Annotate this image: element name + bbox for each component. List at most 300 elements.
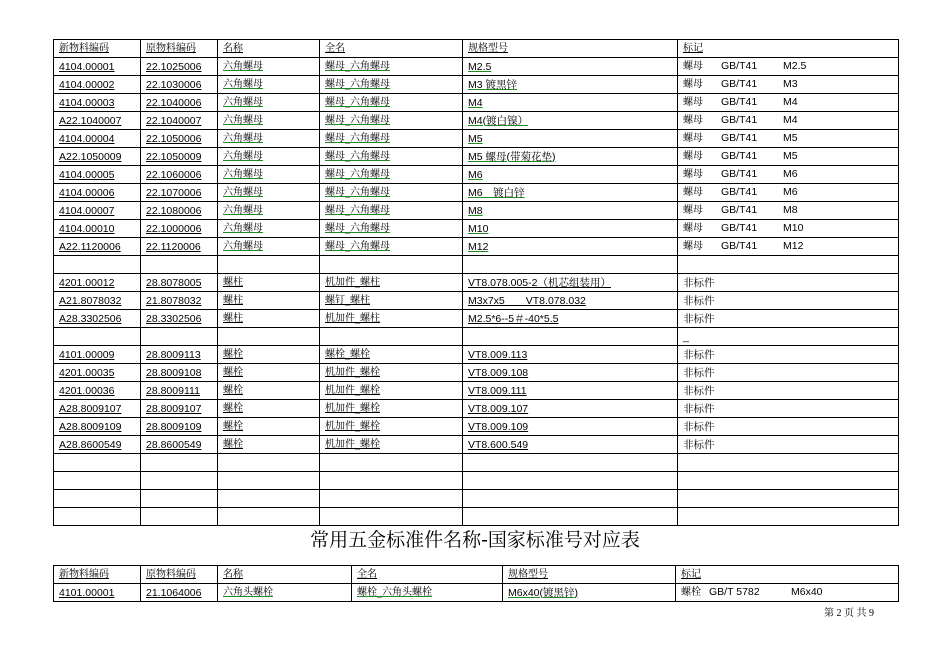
old-code-text: 28.8078005 xyxy=(146,276,202,289)
new-code-text: 4104.00001 xyxy=(59,60,115,73)
name-cell xyxy=(218,418,320,436)
spec-cell xyxy=(463,400,678,418)
name-cell xyxy=(218,472,320,490)
spec-cell xyxy=(463,58,678,76)
mark-text xyxy=(683,204,798,216)
spec-text: M3 镀黑锌 xyxy=(468,78,518,91)
column-header xyxy=(676,566,899,584)
mark-part: 螺母 xyxy=(683,241,703,252)
new-code-cell xyxy=(54,76,141,94)
old-code-text: 28.8009111 xyxy=(146,384,200,397)
old-code-text: 22.1070006 xyxy=(146,186,202,199)
mark-part: GB/T 5782 xyxy=(709,586,760,598)
new-code-cell xyxy=(54,364,141,382)
spec-cell xyxy=(463,436,678,454)
mark-part: GB/T41 xyxy=(721,132,758,144)
mark-part: _ xyxy=(683,330,689,343)
old-code-cell xyxy=(141,94,218,112)
new-code-text: A22.1120006 xyxy=(59,240,121,253)
column-header xyxy=(141,40,218,58)
full-name-text: 螺母_六角螺母 xyxy=(325,186,390,198)
table-row xyxy=(54,238,899,256)
mark-part: 螺母 xyxy=(683,97,703,108)
new-code-cell xyxy=(54,238,141,256)
old-code-cell xyxy=(141,58,218,76)
table-row xyxy=(54,220,899,238)
old-code-text: 22.1050009 xyxy=(146,150,202,163)
mark-part: M6 xyxy=(783,186,798,198)
name-cell xyxy=(218,202,320,220)
mark-text xyxy=(683,313,715,325)
old-code-cell xyxy=(141,584,218,602)
mark-text xyxy=(683,367,715,379)
mark-part: 螺母 xyxy=(683,115,703,126)
spec-text: M5 xyxy=(468,132,483,145)
spec-cell xyxy=(463,418,678,436)
new-code-text: 4104.00005 xyxy=(59,168,115,181)
spec-cell xyxy=(463,346,678,364)
old-code-cell xyxy=(141,238,218,256)
old-code-cell xyxy=(141,328,218,346)
mark-part: 螺母 xyxy=(683,205,703,216)
mark-part: GB/T41 xyxy=(721,60,758,72)
new-code-text: 4104.00003 xyxy=(59,96,115,109)
new-code-text: A21.8078032 xyxy=(59,294,122,307)
column-header-label: 规格型号 xyxy=(508,568,548,580)
table-row xyxy=(54,584,899,602)
old-code-cell xyxy=(141,400,218,418)
column-header xyxy=(320,40,463,58)
table-row xyxy=(54,418,899,436)
spec-text: M4(镀白镍） xyxy=(468,114,529,127)
old-code-text: 22.1060006 xyxy=(146,168,202,181)
spec-cell xyxy=(463,454,678,472)
mark-part: GB/T41 xyxy=(721,168,758,180)
mark-cell xyxy=(678,202,899,220)
mark-part: GB/T41 xyxy=(721,114,758,126)
name-cell xyxy=(218,364,320,382)
mark-cell xyxy=(678,58,899,76)
spec-cell xyxy=(463,328,678,346)
table-row xyxy=(54,166,899,184)
mark-part: 非标件 xyxy=(683,384,715,397)
mark-cell xyxy=(678,148,899,166)
mark-cell xyxy=(678,400,899,418)
table-row xyxy=(54,148,899,166)
mark-part: 非标件 xyxy=(683,438,715,451)
name-cell xyxy=(218,238,320,256)
mark-cell xyxy=(678,166,899,184)
full-name-cell xyxy=(320,328,463,346)
full-name-text: 机加件_螺柱 xyxy=(325,276,380,288)
spec-cell xyxy=(463,490,678,508)
full-name-cell xyxy=(320,256,463,274)
mark-part: 非标件 xyxy=(683,276,715,289)
column-header-label: 新物料编码 xyxy=(59,568,109,580)
new-code-cell xyxy=(54,256,141,274)
mark-part: GB/T41 xyxy=(721,186,758,198)
name-cell xyxy=(218,310,320,328)
mark-text xyxy=(683,349,715,361)
new-code-cell xyxy=(54,328,141,346)
old-code-text: 22.1120006 xyxy=(146,240,201,253)
mark-text xyxy=(683,168,798,180)
full-name-text: 机加件_螺柱 xyxy=(325,312,380,324)
new-code-cell xyxy=(54,112,141,130)
full-name-cell xyxy=(320,364,463,382)
name-text: 螺栓 xyxy=(223,438,243,450)
mark-part: GB/T41 xyxy=(721,222,758,234)
full-name-text: 螺母_六角螺母 xyxy=(325,150,390,162)
old-code-cell xyxy=(141,292,218,310)
column-header-label: 名称 xyxy=(223,42,243,54)
mark-cell xyxy=(678,292,899,310)
new-code-cell xyxy=(54,584,141,602)
spec-cell xyxy=(463,472,678,490)
full-name-cell xyxy=(320,94,463,112)
name-cell xyxy=(218,292,320,310)
old-code-text: 28.8009109 xyxy=(146,420,202,433)
mark-part: 螺母 xyxy=(683,223,703,234)
old-code-cell xyxy=(141,346,218,364)
mark-text xyxy=(681,586,823,598)
table-row xyxy=(54,112,899,130)
new-code-cell xyxy=(54,454,141,472)
new-code-cell xyxy=(54,58,141,76)
table-row xyxy=(54,292,899,310)
mark-cell xyxy=(678,256,899,274)
mark-text xyxy=(683,114,798,126)
full-name-cell xyxy=(352,584,503,602)
name-cell xyxy=(218,166,320,184)
old-code-text: 28.8600549 xyxy=(146,438,202,451)
mark-cell xyxy=(678,130,899,148)
full-name-cell xyxy=(320,508,463,526)
mark-text xyxy=(683,186,798,198)
new-code-cell xyxy=(54,184,141,202)
mark-part: 螺栓 xyxy=(681,587,701,598)
mark-cell xyxy=(678,94,899,112)
table-row xyxy=(54,202,899,220)
mark-cell xyxy=(678,76,899,94)
new-code-cell xyxy=(54,346,141,364)
name-cell xyxy=(218,94,320,112)
header-row xyxy=(54,40,899,58)
old-code-cell xyxy=(141,364,218,382)
column-header xyxy=(54,566,141,584)
full-name-text: 螺母_六角螺母 xyxy=(325,204,390,216)
new-code-text: A28.8600549 xyxy=(59,438,122,451)
table-row xyxy=(54,184,899,202)
full-name-cell xyxy=(320,346,463,364)
name-text: 螺栓 xyxy=(223,366,243,378)
old-code-text: 28.8009108 xyxy=(146,366,202,379)
name-cell xyxy=(218,584,352,602)
new-code-cell xyxy=(54,166,141,184)
mark-part: M8 xyxy=(783,204,798,216)
mark-part: 螺母 xyxy=(683,169,703,180)
mark-text xyxy=(683,96,798,108)
mark-cell xyxy=(678,472,899,490)
spec-cell xyxy=(463,94,678,112)
spec-text: M2.5 xyxy=(468,60,492,73)
mark-part: GB/T41 xyxy=(721,78,758,90)
mark-text xyxy=(683,403,715,415)
old-code-cell xyxy=(141,454,218,472)
full-name-text: 机加件_螺栓 xyxy=(325,384,380,396)
full-name-cell xyxy=(320,472,463,490)
spec-text: M6 xyxy=(468,168,483,181)
mark-part: M5 xyxy=(783,150,798,162)
full-name-text: 机加件_螺栓 xyxy=(325,420,380,432)
mark-cell xyxy=(678,436,899,454)
mark-cell xyxy=(676,584,899,602)
mark-part: 螺母 xyxy=(683,61,703,72)
mark-part: 非标件 xyxy=(683,402,715,415)
full-name-text: 螺母_六角螺母 xyxy=(325,78,390,90)
new-code-cell xyxy=(54,130,141,148)
mark-text xyxy=(683,331,689,343)
mark-part: M4 xyxy=(783,114,798,126)
old-code-cell xyxy=(141,76,218,94)
mark-part: GB/T41 xyxy=(721,204,758,216)
new-code-cell xyxy=(54,472,141,490)
new-code-text: 4201.00035 xyxy=(59,366,115,379)
hardware-table-2 xyxy=(53,565,899,602)
spec-cell xyxy=(463,202,678,220)
mark-cell xyxy=(678,382,899,400)
table-row xyxy=(54,490,899,508)
mark-part: M12 xyxy=(783,240,804,252)
column-header xyxy=(503,566,676,584)
mark-part: GB/T41 xyxy=(721,150,758,162)
full-name-cell xyxy=(320,292,463,310)
name-cell xyxy=(218,58,320,76)
full-name-cell xyxy=(320,238,463,256)
new-code-text: 4201.00012 xyxy=(59,276,115,289)
new-code-cell xyxy=(54,310,141,328)
new-code-text: 4104.00010 xyxy=(59,222,115,235)
old-code-text: 28.8009113 xyxy=(146,348,201,361)
name-cell xyxy=(218,454,320,472)
mark-cell xyxy=(678,328,899,346)
name-text: 六角螺母 xyxy=(223,186,263,198)
name-cell xyxy=(218,400,320,418)
name-cell xyxy=(218,274,320,292)
name-cell xyxy=(218,130,320,148)
old-code-text: 22.1040006 xyxy=(146,96,202,109)
name-text: 螺柱 xyxy=(223,294,243,306)
new-code-text: 4104.00002 xyxy=(59,78,115,91)
spec-text: M6x40(镀黑锌) xyxy=(508,586,579,599)
old-code-text: 22.1050006 xyxy=(146,132,202,145)
spec-text: M8 xyxy=(468,204,483,217)
new-code-cell xyxy=(54,508,141,526)
old-code-text: 22.1000006 xyxy=(146,222,202,235)
old-code-cell xyxy=(141,508,218,526)
name-text: 螺栓 xyxy=(223,402,243,414)
mark-part: M3 xyxy=(783,78,798,90)
spec-cell xyxy=(503,584,676,602)
name-text: 六角螺母 xyxy=(223,78,263,90)
name-text: 六角螺母 xyxy=(223,132,263,144)
name-text: 六角螺母 xyxy=(223,114,263,126)
old-code-cell xyxy=(141,436,218,454)
table-row xyxy=(54,454,899,472)
new-code-text: A22.1040007 xyxy=(59,114,122,127)
name-cell xyxy=(218,346,320,364)
new-code-text: 4101.00001 xyxy=(59,586,115,599)
full-name-cell xyxy=(320,274,463,292)
mark-cell xyxy=(678,112,899,130)
full-name-text: 机加件_螺栓 xyxy=(325,366,380,378)
mark-part: 螺母 xyxy=(683,133,703,144)
full-name-text: 机加件_螺栓 xyxy=(325,402,380,414)
name-text: 六角螺母 xyxy=(223,240,263,252)
spec-text: M6 镀白锌 xyxy=(468,186,525,199)
column-header xyxy=(352,566,503,584)
column-header-label: 原物料编码 xyxy=(146,42,196,54)
new-code-cell xyxy=(54,382,141,400)
spec-cell xyxy=(463,256,678,274)
mark-text xyxy=(683,277,715,289)
spec-text: M10 xyxy=(468,222,489,235)
mark-cell xyxy=(678,184,899,202)
column-header-label: 名称 xyxy=(223,568,243,580)
spec-cell xyxy=(463,310,678,328)
spec-text: M3x7x5 VT8.078.032 xyxy=(468,294,586,307)
full-name-cell xyxy=(320,202,463,220)
name-cell xyxy=(218,490,320,508)
old-code-cell xyxy=(141,490,218,508)
spec-text: VT8.009.107 xyxy=(468,402,529,415)
full-name-text: 螺栓_六角头螺栓 xyxy=(357,586,432,598)
full-name-cell xyxy=(320,112,463,130)
old-code-text: 21.8078032 xyxy=(146,294,202,307)
table-row xyxy=(54,400,899,418)
old-code-text: 22.1030006 xyxy=(146,78,202,91)
table-row xyxy=(54,328,899,346)
mark-part: M5 xyxy=(783,132,798,144)
mark-cell xyxy=(678,490,899,508)
full-name-cell xyxy=(320,400,463,418)
new-code-cell xyxy=(54,490,141,508)
new-code-cell xyxy=(54,220,141,238)
column-header xyxy=(54,40,141,58)
new-code-cell xyxy=(54,418,141,436)
spec-cell xyxy=(463,166,678,184)
column-header xyxy=(218,566,352,584)
column-header-label: 规格型号 xyxy=(468,42,508,54)
old-code-cell xyxy=(141,382,218,400)
mark-cell xyxy=(678,220,899,238)
new-code-cell xyxy=(54,292,141,310)
old-code-text: 21.1064006 xyxy=(146,586,202,599)
spec-text: VT8.009.111 xyxy=(468,384,527,397)
mark-text xyxy=(683,385,715,397)
page-number: 第 2 页 共 9 xyxy=(824,608,874,619)
spec-cell xyxy=(463,292,678,310)
column-header-label: 全名 xyxy=(325,42,345,54)
spec-text: M4 xyxy=(468,96,483,109)
column-header xyxy=(141,566,218,584)
spec-cell xyxy=(463,274,678,292)
full-name-cell xyxy=(320,130,463,148)
full-name-cell xyxy=(320,454,463,472)
name-cell xyxy=(218,112,320,130)
full-name-text: 螺母_六角螺母 xyxy=(325,96,390,108)
table-row xyxy=(54,130,899,148)
mark-text xyxy=(683,150,798,162)
new-code-text: A22.1050009 xyxy=(59,150,122,163)
spec-text: VT8.009.113 xyxy=(468,348,528,361)
spec-cell xyxy=(463,148,678,166)
old-code-cell xyxy=(141,472,218,490)
name-text: 六角螺母 xyxy=(223,96,263,108)
column-header-label: 原物料编码 xyxy=(146,568,196,580)
spec-text: VT8.078.005-2（机芯组装用） xyxy=(468,276,611,289)
new-code-cell xyxy=(54,274,141,292)
name-text: 螺柱 xyxy=(223,276,243,288)
new-code-cell xyxy=(54,436,141,454)
mark-cell xyxy=(678,238,899,256)
spec-cell xyxy=(463,508,678,526)
spec-cell xyxy=(463,184,678,202)
column-header-label: 标记 xyxy=(683,42,703,54)
name-text: 六角螺母 xyxy=(223,150,263,162)
name-cell xyxy=(218,382,320,400)
new-code-cell xyxy=(54,94,141,112)
mark-part: M2.5 xyxy=(783,60,807,72)
spec-cell xyxy=(463,76,678,94)
spec-text: VT8.009.108 xyxy=(468,366,529,379)
full-name-text: 螺栓_螺栓 xyxy=(325,348,370,360)
new-code-cell xyxy=(54,400,141,418)
mark-part: M6 xyxy=(783,168,798,180)
table-row xyxy=(54,472,899,490)
spec-text: M12 xyxy=(468,240,489,253)
mark-cell xyxy=(678,418,899,436)
table-row xyxy=(54,256,899,274)
mark-part: GB/T41 xyxy=(721,240,758,252)
new-code-text: A28.8009107 xyxy=(59,402,122,415)
new-code-text: 4104.00004 xyxy=(59,132,115,145)
table-row xyxy=(54,436,899,454)
old-code-cell xyxy=(141,274,218,292)
old-code-cell xyxy=(141,184,218,202)
full-name-text: 螺母_六角螺母 xyxy=(325,132,390,144)
table-row xyxy=(54,346,899,364)
name-cell xyxy=(218,256,320,274)
full-name-text: 螺钉_螺柱 xyxy=(325,294,370,306)
name-cell xyxy=(218,76,320,94)
name-text: 螺栓 xyxy=(223,384,243,396)
spec-text: M5 螺母(带菊花垫) xyxy=(468,150,556,163)
mark-part: 非标件 xyxy=(683,312,715,325)
spec-cell xyxy=(463,382,678,400)
full-name-cell xyxy=(320,220,463,238)
mark-part: GB/T41 xyxy=(721,96,758,108)
spec-text: VT8.600.549 xyxy=(468,438,529,451)
table-row xyxy=(54,508,899,526)
full-name-text: 机加件_螺栓 xyxy=(325,438,380,450)
mark-text xyxy=(683,421,715,433)
mark-part: M6x40 xyxy=(791,586,823,598)
mark-part: 非标件 xyxy=(683,294,715,307)
mark-text xyxy=(683,240,803,252)
new-code-text: 4101.00009 xyxy=(59,348,115,361)
new-code-text: 4201.00036 xyxy=(59,384,115,397)
